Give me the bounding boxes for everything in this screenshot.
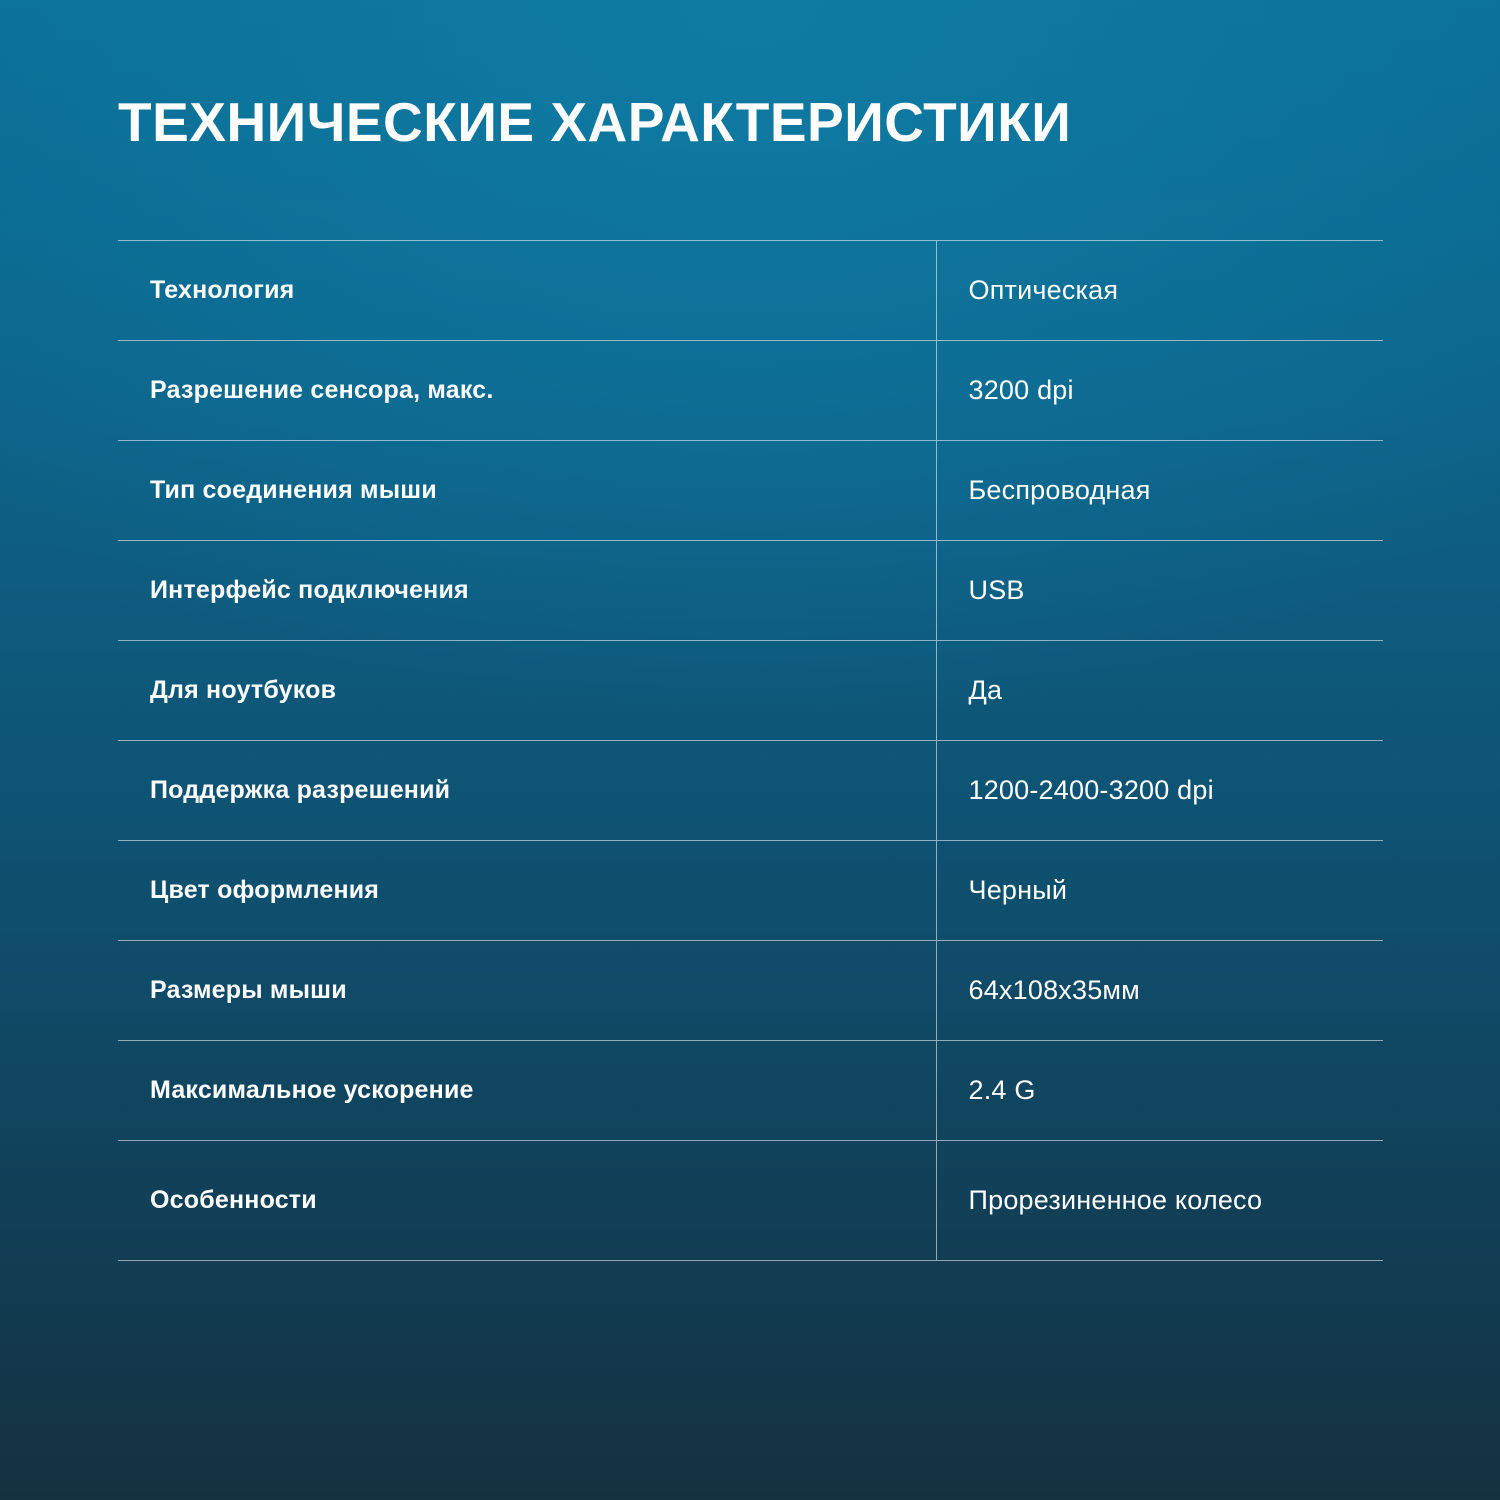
spec-label: Технология [118,241,936,341]
spec-label: Интерфейс подключения [118,541,936,641]
table-row [118,641,1383,741]
spec-label: Максимальное ускорение [118,1041,936,1141]
spec-value [936,541,1383,641]
table-row [118,941,1383,1041]
spec-label: Разрешение сенсора, макс. [118,341,936,441]
spec-value-text: 64x108x35мм [968,975,1140,1006]
spec-label: Размеры мыши [118,941,936,1041]
spec-value [936,641,1383,741]
table-row [118,1141,1383,1261]
spec-value [936,1041,1383,1141]
spec-label: Особенности [118,1141,936,1261]
specifications-table [118,240,1383,1261]
spec-value-text: USB [968,575,1025,606]
table-row [118,841,1383,941]
spec-value-text: Беспроводная [968,475,1151,506]
spec-value-text: 3200 dpi [968,375,1074,406]
spec-value-text: Оптическая [968,275,1119,306]
table-row [118,1041,1383,1141]
table-row [118,441,1383,541]
spec-value [936,341,1383,441]
spec-value [936,841,1383,941]
spec-label: Поддержка разрешений [118,741,936,841]
page-title: ТЕХНИЧЕСКИЕ ХАРАКТЕРИСТИКИ [118,91,1072,153]
spec-value [936,741,1383,841]
spec-value [936,441,1383,541]
spec-value [936,941,1383,1041]
spec-label: Для ноутбуков [118,641,936,741]
table-row [118,241,1383,341]
spec-value-text: Черный [968,875,1068,906]
table-row [118,341,1383,441]
spec-value [936,1141,1383,1261]
spec-value-text: 2.4 G [968,1075,1036,1106]
table-row [118,741,1383,841]
spec-value-text: Да [968,675,1003,706]
table-row [118,541,1383,641]
spec-value-text: 1200-2400-3200 dpi [968,775,1214,806]
spec-value-text: Прорезиненное колесо [968,1185,1263,1216]
spec-label: Тип соединения мыши [118,441,936,541]
spec-value [936,241,1383,341]
spec-label: Цвет оформления [118,841,936,941]
